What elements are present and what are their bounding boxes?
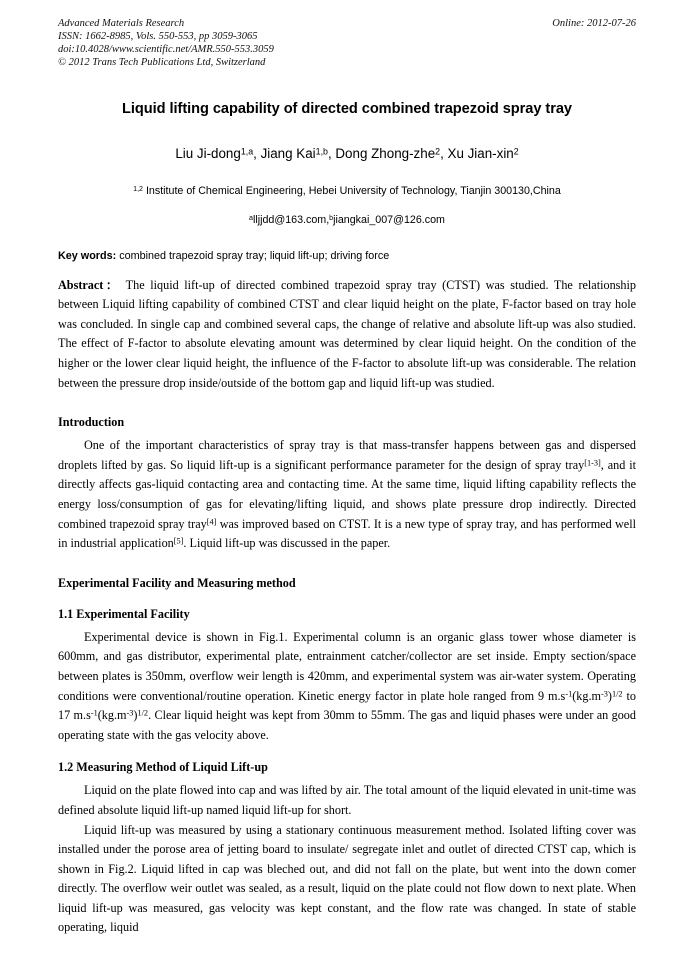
journal-header (58, 18, 636, 70)
affiliation (58, 184, 636, 198)
unit-exponent: 1/2 (137, 708, 149, 718)
unit-exponent: 1/2 (611, 688, 623, 698)
email-marker: a (249, 214, 253, 222)
section-1-1-paragraph (58, 628, 636, 746)
email-separator: , (326, 213, 330, 226)
author-list (58, 145, 636, 162)
s11-text-part-1: Experimental device is shown in Fig.1. Experimental column is an organic glass tower whose diameter is 600mm, and gas distributor, experimental plate, entrainment catcher/collector are set inside. Empty section/space between plates is 350mm, overflow weir length is 420mm, and experimental system was air-water system. Operating conditions were conventional/routine operation. Kinetic energy factor in plate hole ranged from 9 m.s (58, 629, 636, 703)
citation-ref[interactable]: [5] (173, 536, 184, 546)
s11-text-part-4: to 17 m.s (58, 688, 636, 723)
author-entry (335, 146, 447, 161)
author-name: Xu Jian-xin (447, 145, 514, 161)
intro-text-part-3: was improved based on CTST. It is a new type of spray tray, and has performed well in industrial application (58, 516, 636, 551)
author-separator: , (253, 145, 261, 161)
online-date: Online: 2012-07-26 (552, 18, 636, 29)
email-marker: b (329, 214, 334, 222)
author-affiliation-marker: 2 (513, 145, 519, 156)
citation-ref[interactable]: [4] (206, 516, 217, 526)
doi-line: doi:10.4028/www.scientific.net/AMR.550-553.3059 (58, 43, 274, 55)
keywords-value: combined trapezoid spray tray; liquid lift-up; driving force (116, 249, 390, 262)
abstract-label: Abstract： (58, 277, 121, 292)
unit-exponent: -3 (126, 708, 134, 718)
email-address[interactable]: jiangkai_007@126.com (333, 213, 445, 226)
section-heading-1-1: 1.1 Experimental Facility (58, 606, 190, 621)
author-entry (448, 146, 519, 161)
author-name: Dong Zhong-zhe (335, 145, 436, 161)
intro-text-part-1: One of the important characteristics of spray tray is that mass-transfer happens between gas and dispersed droplets lifted by gas. So liquid lift-up is a significant performance parameter for the design of spray tray (58, 438, 636, 472)
abstract-text: The liquid lift-up of directed combined trapezoid spray tray (CTST) was studied. The relationship between Liquid lifting capability of combined CTST and clear liquid height on the plate, F-factor based on tray hole was concluded. In single cap and combined several caps, the change of relative and absolute lift-up was also studied. The effect of F-factor to absolute elevating amount was determined by clear liquid height. On the condition of the higher or the lower clear liquid height, the influence of the F-factor to absolute lift-up was considerable. The relation between the pressure drop inside/outside of the bottom gap and liquid lift-up was studied. (58, 277, 636, 390)
section-1-2-paragraph-1: Liquid on the plate flowed into cap and was lifted by air. The total amount of the liquid elevated in unit-time was defined absolute liquid lift-up named liquid lift-up for short. (58, 783, 636, 817)
introduction-paragraph (58, 436, 636, 554)
citation-ref[interactable]: [1-3] (584, 458, 601, 468)
author-entry (175, 146, 260, 161)
intro-text-part-2: , and it directly affects gas-liquid contacting area and contacting time. At the same time, liquid lifting capability reflects the energy loss/consumption of gas for elevating/lifting liquid, and shows plate pressure drop indirectly. Directed combined trapezoid spray tray (58, 457, 636, 531)
author-entry (261, 146, 336, 161)
author-name: Jiang Kai (260, 145, 316, 161)
unit-exponent: -1 (90, 708, 98, 718)
s11-text-part-5: (kg.m (97, 708, 127, 723)
keywords-label: Key words: (58, 249, 117, 262)
author-affiliation-marker: 2 (435, 145, 441, 156)
page-title: Liquid lifting capability of directed combined trapezoid spray tray (122, 100, 572, 117)
s11-text-part-3: ) (607, 688, 612, 703)
s11-text-part-2: (kg.m (572, 688, 601, 703)
copyright-line: © 2012 Trans Tech Publications Ltd, Switzerland (58, 56, 266, 68)
email-address[interactable]: lljjdd@163.com (252, 213, 327, 226)
email-list (58, 213, 636, 227)
affiliation-marker: 1,2 (133, 185, 143, 193)
issn-line: ISSN: 1662-8985, Vols. 550-553, pp 3059-3065 (58, 30, 258, 42)
section-heading-1-2: 1.2 Measuring Method of Liquid Lift-up (58, 760, 268, 775)
s11-text-part-7: . Clear liquid height was kept from 30mm to 55mm. The gas and liquid phases were under an good operating state with the gas velocity above. (58, 708, 636, 742)
journal-header-top-row (58, 18, 636, 31)
author-name: Liu Ji-dong (175, 145, 241, 161)
section-1-2-paragraph-2: Liquid lift-up was measured by using a stationary continuous measurement method. Isolated lifting cover was installed under the porose area of jetting board to insulate/ segregate inlet and outlet of directed CTST cap, which is shown in Fig.2. Liquid lifted in cap was bleched out, and did not fall on the plate, but went into the down comer directly. The overflow weir outlet was sealed, as a result, liquid on the plate could not flow down to next plate. When liquid lift-up was measured, gas velocity was kept constant, and the flow rate was changed. In state of stable operating, liquid (58, 822, 636, 935)
affiliation-text: Institute of Chemical Engineering, Hebei University of Technology, Tianjin 300130,China (142, 184, 561, 197)
abstract-block (58, 276, 636, 394)
author-affiliation-marker: 1,a (240, 145, 254, 156)
author-affiliation-marker: 1,b (315, 145, 328, 156)
unit-exponent: -1 (565, 688, 573, 698)
author-separator: , (327, 145, 336, 161)
keywords-line (58, 249, 636, 263)
journal-name: Advanced Materials Research (58, 18, 185, 29)
section-heading-introduction: Introduction (58, 415, 125, 430)
s11-text-part-6: ) (133, 708, 138, 723)
section-heading-experimental: Experimental Facility and Measuring method (58, 575, 296, 590)
unit-exponent: -3 (601, 688, 608, 698)
author-separator: , (440, 145, 448, 161)
intro-text-part-4: . Liquid lift-up was discussed in the paper. (183, 536, 391, 551)
